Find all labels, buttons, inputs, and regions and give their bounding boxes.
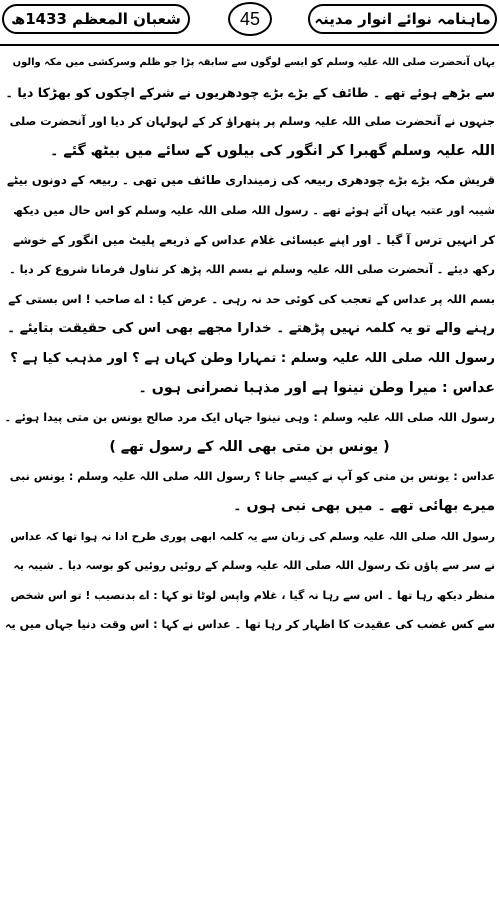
page-number: 45 <box>228 2 272 36</box>
text-line: عداس : یونس بن متی کو آپ نے کیسے جانا ؟ رسول اللہ صلی اللہ علیہ وسلم : یونس نبی <box>9 470 495 484</box>
text-line: اللہ علیہ وسلم گھبرا کر انگور کی بیلوں کے سائے میں بیٹھ گئے ۔ <box>50 142 495 159</box>
text-line: رسول اللہ صلی اللہ علیہ وسلم کی زبان سے یہ کلمہ ابھی پوری طرح ادا نہ ہوا تھا کہ عداس <box>10 529 495 543</box>
text-line: ( یونس بن متی بھی اللہ کے رسول تھے ) <box>109 438 390 455</box>
text-line: رکھ دیئے ۔ آنحضرت صلی اللہ علیہ وسلم نے بسم اللہ پڑھ کر تناول فرمانا شروع کر دیا ۔ <box>9 263 495 277</box>
text-line: میرے بھائی تھے ۔ میں بھی نبی ہوں ۔ <box>233 497 495 514</box>
page-header <box>0 0 499 40</box>
text-line: جنہوں نے آنحضرت صلی اللہ علیہ وسلم پر پتھراؤ کر کے لہولہان کر دیا اور آنحضرت صلی <box>9 115 495 129</box>
text-line: بسم اللہ پر عداس کے تعجب کی کوئی حد نہ رہی ۔ عرض کیا : اے صاحب ! اس بستی کے <box>8 291 495 306</box>
text-line: نے سر سے پاؤں تک رسول اللہ صلی اللہ علیہ وسلم کے روئیں روئیں کو بوسہ دیا ۔ شیبہ یہ <box>13 559 495 573</box>
header-divider <box>0 44 499 46</box>
text-line: قریش مکہ بڑے بڑے چودھری ربیعہ کی زمینداری طائف میں تھی ۔ ربیعہ کے دونوں بیٹے <box>7 173 495 188</box>
issue-date-label: شعبان المعظم 1433ھ <box>2 4 190 34</box>
text-line: رسول اللہ صلی اللہ علیہ وسلم : وہی نینوا جہاں ایک مرد صالح یونس بن متی پیدا ہوئے ۔ <box>4 411 495 425</box>
text-line: شیبہ اور عتبہ یہاں آئے ہوئے تھے ۔ رسول اللہ صلی اللہ علیہ وسلم کو اس حال میں دیکھ <box>13 203 495 217</box>
text-line: سے کس غضب کی عقیدت کا اظہار کر رہا تھا ۔ عداس نے کہا : اس وقت دنیا جہاں میں یہ <box>4 618 495 632</box>
text-line: رہنے والے تو یہ کلمہ نہیں پڑھتے ۔ خدارا مجھے بھی اس کی حقیقت بتایئے ۔ <box>7 321 495 337</box>
text-line: عداس : میرا وطن نینوا ہے اور مذہبا نصرانی ہوں ۔ <box>138 379 495 396</box>
text-line: رسول اللہ صلی اللہ علیہ وسلم : تمہارا وطن کہاں ہے ؟ اور مذہب کیا ہے ؟ <box>10 350 495 366</box>
text-line: یہاں آنحضرت صلی اللہ علیہ وسلم کو ایسے لوگوں سے سابقہ پڑا جو ظلم وسرکشی میں مکہ والوں <box>12 57 495 68</box>
article-body <box>4 48 495 640</box>
text-line: منظر دیکھ رہا تھا ۔ اس سے رہا نہ گیا ، غلام واپس لوٹا تو کہا : اے بدنصیب ! تو اس شخص <box>10 588 495 602</box>
text-line: کر انہیں ترس آ گیا ۔ اور اپنے عیسائی غلام عداس کے ذریعے پلیٹ میں انگور کے خوشے <box>13 232 495 247</box>
text-line: سے بڑھے ہوئے تھے ۔ طائف کے بڑے بڑے چودھریوں نے شرکے اچکوں کو بھڑکا دیا ۔ <box>5 84 495 100</box>
magazine-title: ماہنامہ نوائے انوار مدینہ <box>308 4 497 34</box>
